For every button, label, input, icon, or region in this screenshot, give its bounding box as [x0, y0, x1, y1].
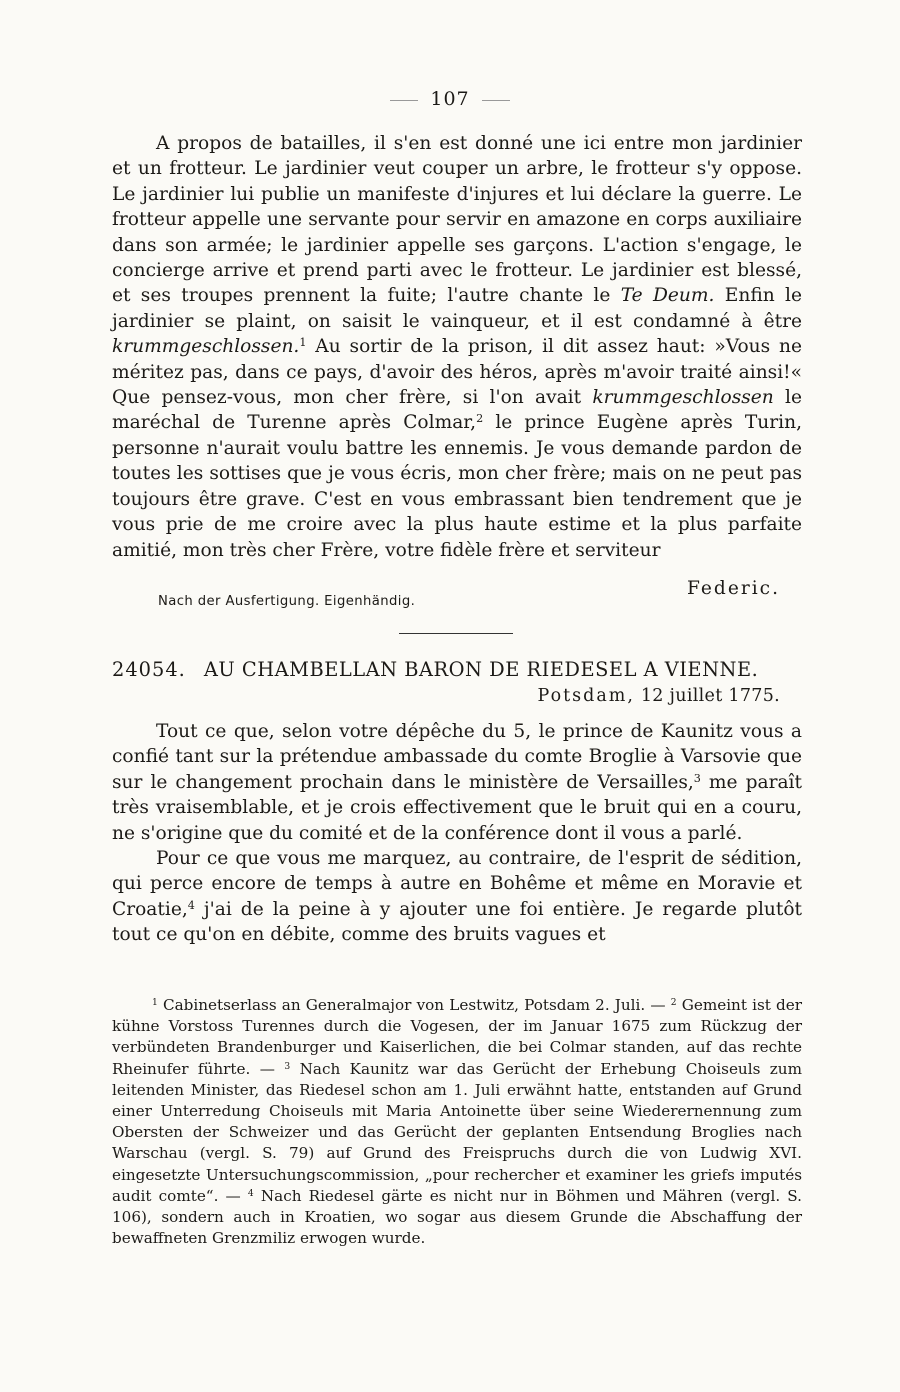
- section-divider: [399, 633, 513, 634]
- footnote-marker: 2: [476, 412, 484, 426]
- letter-1-body: [112, 131, 802, 563]
- italic-term: krummgeschlossen: [592, 387, 774, 409]
- italic-term: Te Deum.: [620, 285, 715, 307]
- dateline-date: 12 juillet 1775.: [640, 686, 780, 706]
- footnote-marker: 4: [247, 1188, 254, 1199]
- letter-number: 24054.: [112, 658, 186, 681]
- footnote-marker: 2: [670, 997, 677, 1008]
- letter-2-body: [112, 719, 802, 948]
- italic-term: krummgeschlossen.: [112, 336, 300, 358]
- header-rule-right: [482, 100, 510, 101]
- signature: Federic.: [687, 578, 780, 599]
- source-note: Nach der Ausfertigung. Eigenhändig.: [158, 594, 416, 609]
- page-header: [0, 88, 900, 110]
- footnote-marker: 3: [284, 1061, 291, 1072]
- letter-title: AU CHAMBELLAN BARON DE RIEDESEL A VIENNE.: [203, 658, 759, 681]
- header-rule-left: [390, 100, 418, 101]
- footnotes: [112, 995, 802, 1249]
- footnote-marker: 1: [299, 336, 307, 350]
- letter-2-paragraph-2: Pour ce que vous me marquez, au contraire, de l'esprit de sédition, qui perce encore de temps à autre en Bohême et même en Moravie et Croatie,$^4$ j'ai de la peine à y ajouter une foi entière. Je regarde plutôt tout ce qu'on en débite, comme des bruits vagues et: [112, 848, 802, 946]
- letter-2-heading: [112, 658, 802, 681]
- footnote-marker: 4: [187, 898, 195, 912]
- dateline: [538, 686, 780, 706]
- footnote-block: $^1$ Cabinetserlass an Generalmajor von Lestwitz, Potsdam 2. Juli. — $^2$ Gemeint ist der kühne Vorstoss Turennes durch die Vogesen, der im Januar 1675 zum Rückzug der verbündeten Brandenburger und Kaiserlichen, die bei Colmar standen, auf das rechte Rheinufer führte. — $^3$ Nach Kaunitz war das Gerücht der Erhebung Choiseuls zum leitenden Minister, das Riedesel schon am 1. Juli erwähnt hatte, entstanden auf Grund einer Unterredung Choiseuls mit Maria Antoinette über seine Wiederernennung zum Obersten der Schweizer und das Gerücht der geplanten Entsendung Broglies nach Warschau (vergl. S. 79) auf Grund des Freispruchs durch die von Ludwig XVI. eingesetzte Untersuchungscommission, „pour rechercher et examiner les griefs imputés audit comte“. — $^4$ Nach Riedesel gärte es nicht nur in Böhmen und Mähren (vergl. S. 106), sondern auch in Kroatien, wo sogar aus diesem Grunde die Abschaffung der bewaffneten Grenzmiliz erwogen wurde.: [112, 996, 802, 1248]
- footnote-marker: 1: [152, 997, 158, 1008]
- letter-1-paragraph: A propos de batailles, il s'en est donné une ici entre mon jardinier et un frotteur. Le jardinier veut couper un arbre, le frotteur s'y oppose. Le jardinier lui publie un manifeste d'injures et lui déclare la guerre. Le frotteur appelle une servante pour servir en amazone en corps auxiliaire dans son armée; le jardinier appelle ses garçons. L'action s'engage, le concierge arrive et prend parti avec le frotteur. Le jardinier est blessé, et ses troupes prennent la fuite; l'autre chante le Te Deum. Enfin le jardinier se plaint, on saisit le vainqueur, et il est condamné à être krummgeschlossen.$^1$ Au sortir de la prison, il dit assez haut: »Vous ne méritez pas, dans ce pays, d'avoir des héros, après m'avoir traité ainsi!« Que pensez-vous, mon cher frère, si l'on avait krummgeschlossen le maréchal de Turenne après Colmar,$^2$ le prince Eugène après Turin, personne n'aurait voulu battre les ennemis. Je vous demande pardon de toutes les sottises que je vous écris, mon cher frère; mais on ne peut pas toujours être grave. C'est en vous embrassant bien tendrement que je vous prie de me croire avec la plus haute estime et la plus parfaite amitié, mon très cher Frère, votre fidèle frère et serviteur: [112, 133, 802, 561]
- footnote-marker: 3: [693, 771, 701, 785]
- page-number: 107: [430, 88, 470, 110]
- letter-2-paragraph-1: Tout ce que, selon votre dépêche du 5, le prince de Kaunitz vous a confié tant sur la prétendue ambassade du comte Broglie à Varsovie que sur le changement prochain dans le ministère de Versailles,$^3$ me paraît très vraisemblable, et je crois effectivement que le bruit qui en a couru, ne s'origine que du comité et de la conférence dont il vous a parlé.: [112, 721, 802, 844]
- dateline-place: Potsdam,: [537, 686, 635, 706]
